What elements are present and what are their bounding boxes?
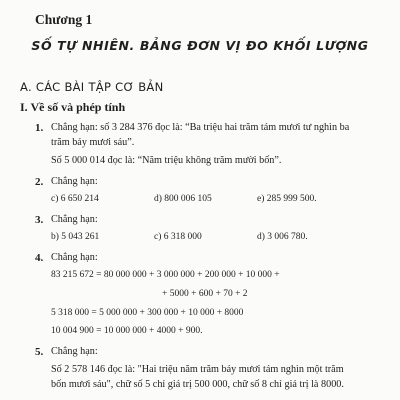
answer-b: b) 5 043 261 (51, 232, 100, 242)
equation-line: 10 004 900 = 10 000 000 + 4000 + 900. (51, 326, 203, 336)
section-heading: A. CÁC BÀI TẬP CƠ BẢN (20, 80, 164, 94)
item-intro: Chẳng hạn: (51, 214, 98, 225)
item-intro: Chẳng hạn: (51, 176, 98, 187)
item-text-line: Chẳng hạn: số 3 284 376 đọc là: “Ba triệu hai trăm tám mươi tư nghìn ba (51, 122, 350, 133)
item-text-line: Số 5 000 014 đọc là: “Năm triệu không trăm mười bốn”. (51, 155, 282, 166)
item-number: 2. (35, 176, 44, 188)
equation-line: 5 318 000 = 5 000 000 + 300 000 + 10 000 + 8000 (51, 308, 244, 318)
answer-c: c) 6 650 214 (51, 194, 99, 204)
item-intro: Chẳng hạn: (51, 252, 98, 263)
item-text-line: trăm bảy mươi sáu”. (51, 137, 135, 148)
item-text-line: bốn mươi sáu", chữ số 5 chỉ giá trị 500 000, chữ số 8 chỉ giá trị là 8000. (51, 379, 344, 390)
item-number: 5. (35, 346, 44, 358)
item-text-line: Số 2 578 146 đọc là: "Hai triệu năm trăm bảy mươi tám nghìn một trăm (51, 364, 344, 375)
answer-e: e) 285 999 500. (257, 194, 317, 204)
item-number: 1. (35, 122, 44, 134)
equation-line: 83 215 672 = 80 000 000 + 3 000 000 + 200 000 + 10 000 + (51, 270, 280, 280)
chapter-heading: Chương 1 (35, 12, 93, 27)
answer-c: c) 6 318 000 (154, 232, 202, 242)
item-number: 3. (35, 214, 44, 226)
item-number: 4. (35, 252, 44, 264)
equation-line: + 5000 + 600 + 70 + 2 (162, 289, 248, 299)
subsection-heading: I. Về số và phép tính (20, 100, 126, 114)
answer-d: d) 800 006 105 (154, 194, 212, 204)
chapter-title: SỐ TỰ NHIÊN. BẢNG ĐƠN VỊ ĐO KHỐI LƯỢNG (31, 38, 369, 53)
answer-d: d) 3 006 780. (257, 232, 308, 242)
item-intro: Chẳng hạn: (51, 346, 98, 357)
